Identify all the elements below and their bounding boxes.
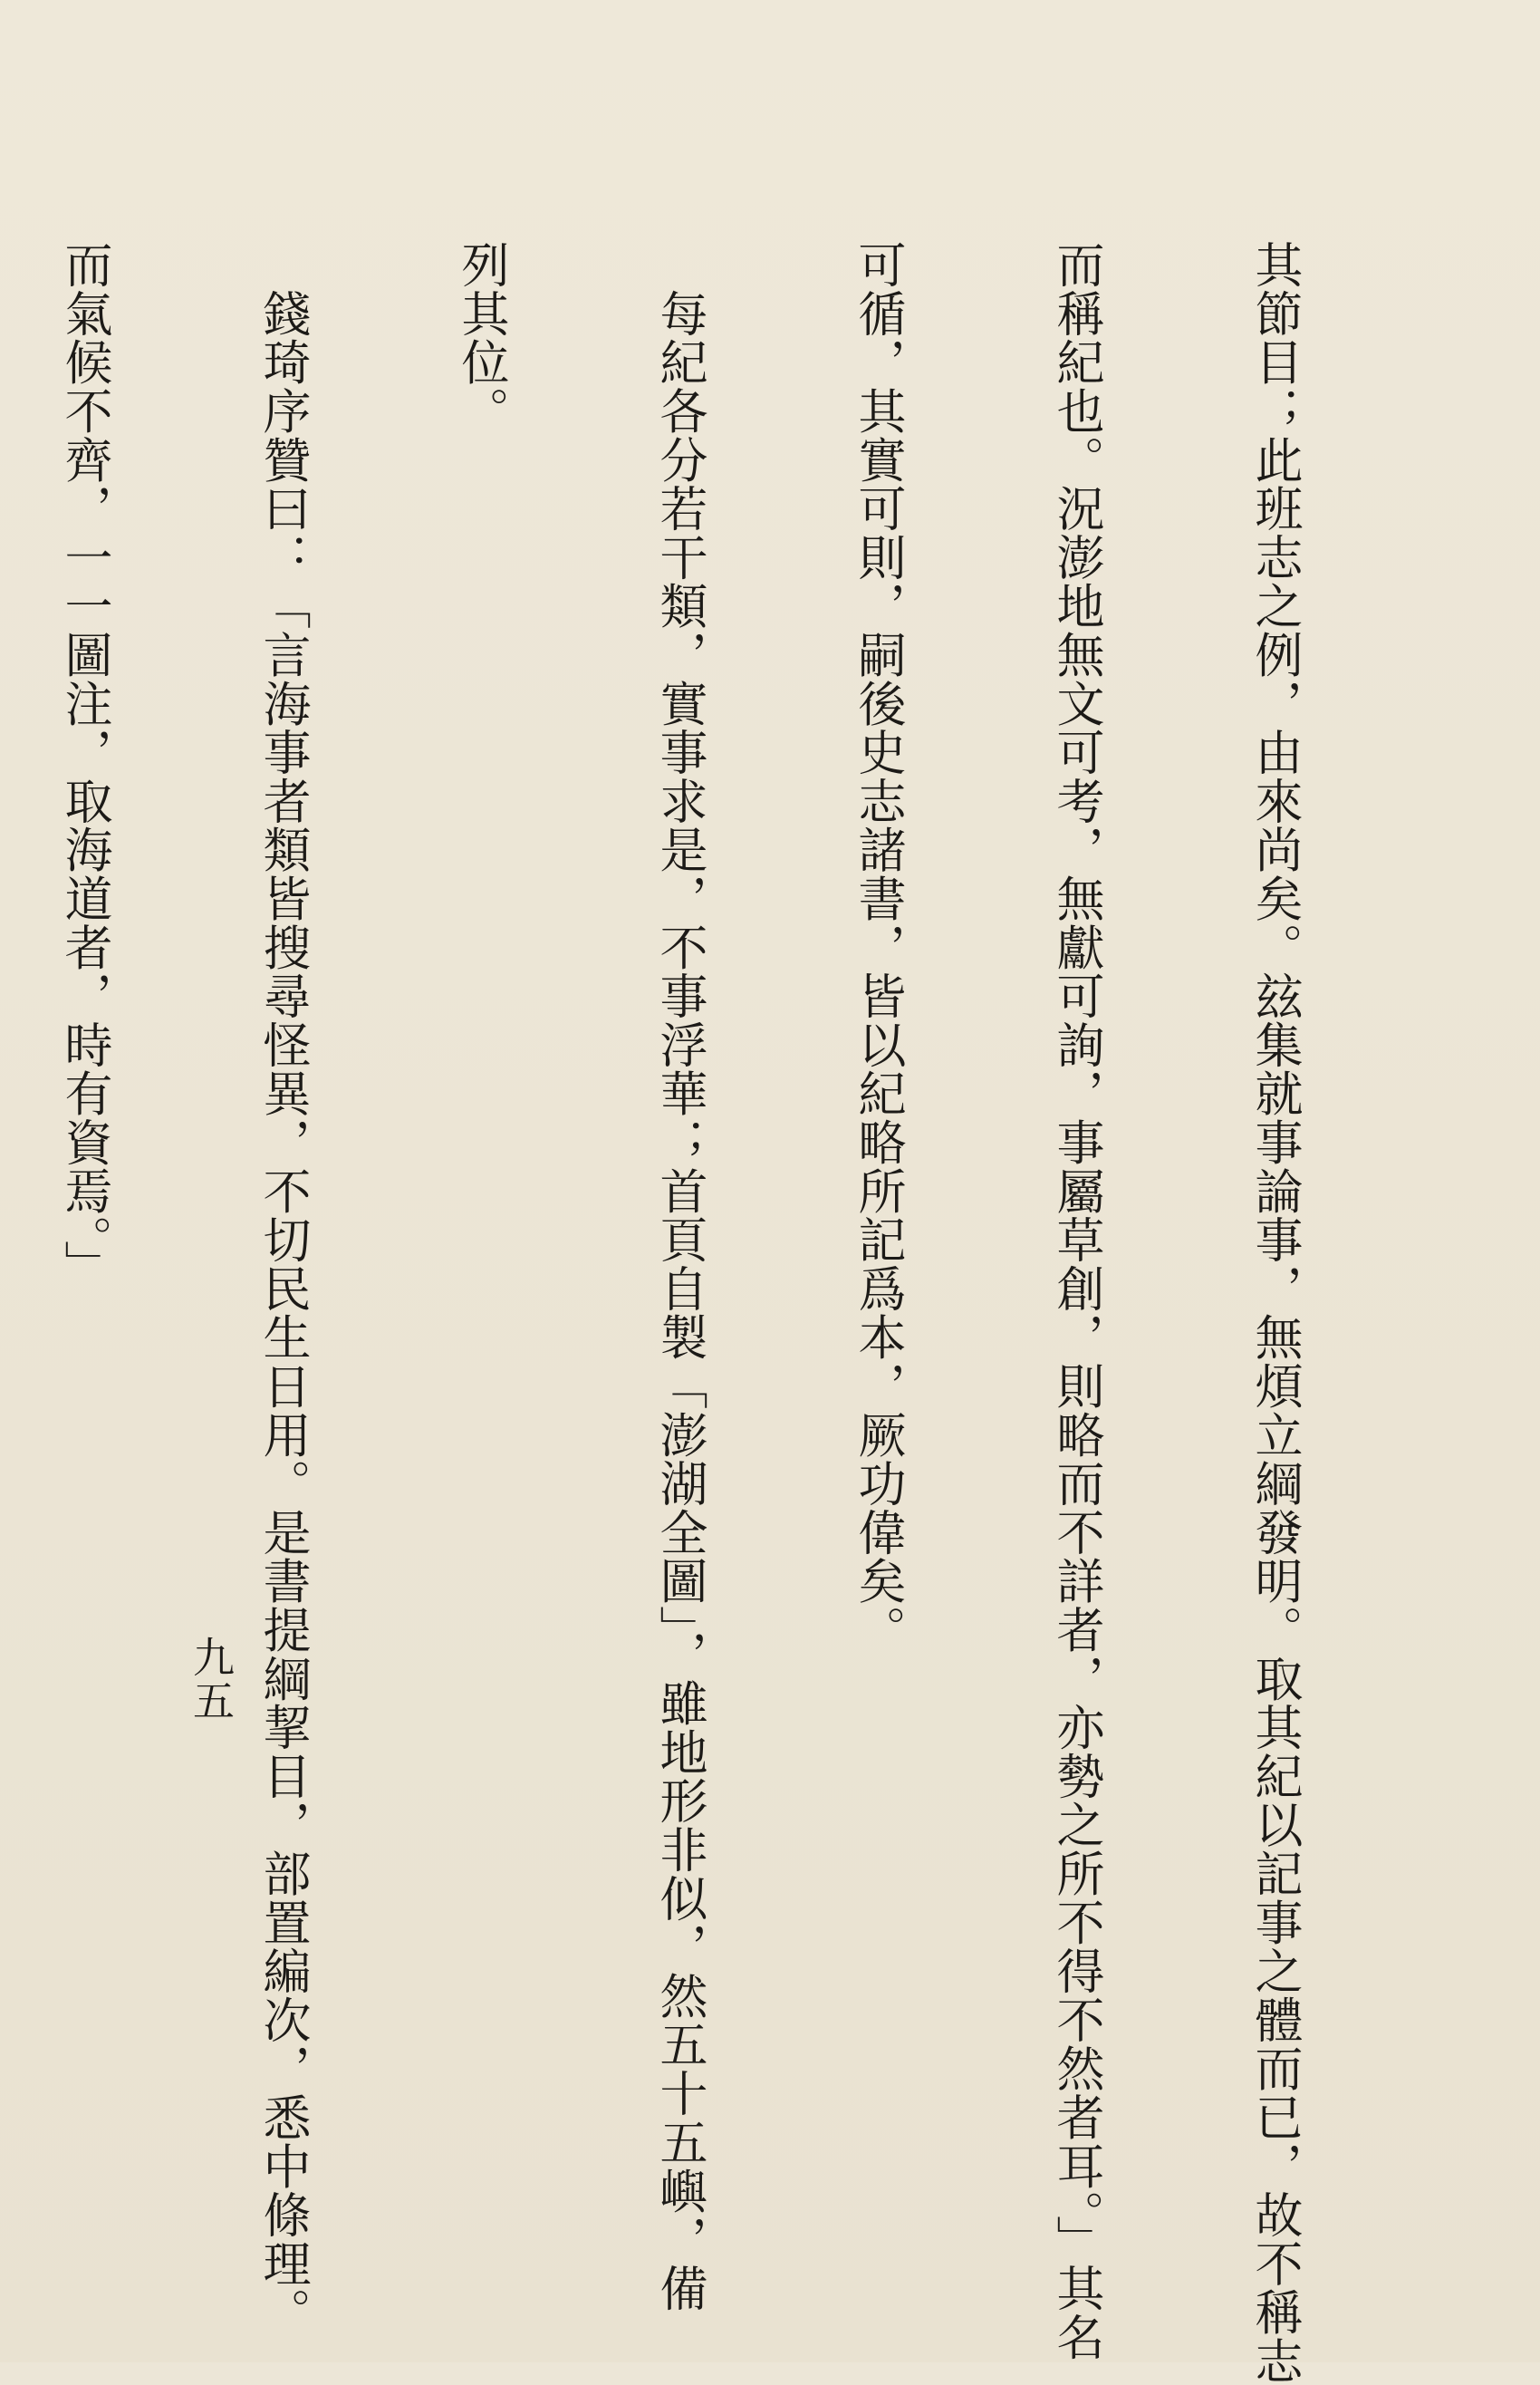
page-number: 九五 [187,1636,236,1723]
text-column: 可循，其實可則，嗣後史志諸書，皆以紀略所記爲本，厥功偉矣。 [851,240,906,1655]
text-column: 其節目；此班志之例，由來尚矣。玆集就事論事，無煩立綱發明。取其紀以記事之體而已，故不稱志 [1247,240,1303,2385]
text-column: 而氣候不齊，一一圖注，取海道者，時有資焉。」 [57,240,112,1289]
text-column: 列其位。 [454,240,509,436]
vertical-text-body [0,240,1440,2385]
text-column: 而稱紀也。況澎地無文可考，無獻可詢，事屬草創，則略而不詳者，亦勢之所不得不然者耳。」其名 [1049,240,1104,2361]
text-column: 每紀各分若干類，實事求是，不事浮華；首頁自製「澎湖全圖」，雖地形非似，然五十五嶼，備 [652,240,707,2313]
text-column: 錢琦序贊曰：「言海事者類皆搜尋怪異，不切民生日用。是書提綱挈目，部置編次，悉中條理。 [255,240,311,2337]
